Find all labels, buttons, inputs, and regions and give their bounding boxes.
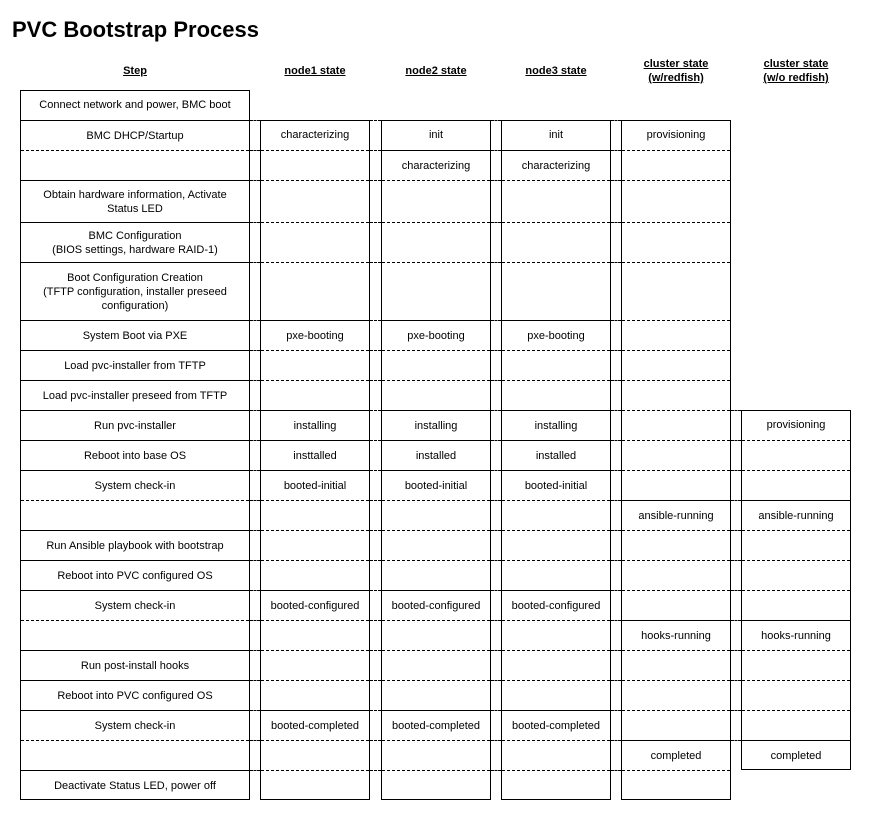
cell-node1-row10	[261, 440, 369, 470]
cell-text: booted-configured	[270, 599, 360, 612]
row-connector	[611, 770, 621, 771]
cell-cluster-redfish-row9	[622, 410, 730, 440]
cell-node2-row6	[382, 320, 490, 350]
cell-node2-row16	[382, 620, 490, 650]
row-connector	[611, 560, 621, 561]
row-connector	[731, 560, 741, 561]
cell-cluster-redfish-row18	[622, 680, 730, 710]
cell-text: init	[428, 129, 444, 141]
row-connector	[250, 500, 260, 501]
cell-node3-row5	[502, 262, 610, 320]
row-connector	[611, 710, 621, 711]
cell-node2-row15	[382, 590, 490, 620]
cell-step-row5	[21, 262, 249, 320]
row-connector	[491, 180, 501, 181]
cell-text: booted-completed	[391, 719, 481, 732]
row-connector	[370, 620, 381, 621]
row-connector	[370, 770, 381, 771]
cell-node1-row18	[261, 680, 369, 710]
cell-node1-row15	[261, 590, 369, 620]
cell-text: Connect network and power, BMC boot	[39, 99, 231, 111]
column-header-text: cluster state	[643, 58, 709, 70]
cell-text: installed	[415, 449, 457, 462]
row-connector	[611, 680, 621, 681]
cell-text: booted-configured	[511, 599, 601, 612]
row-connector	[370, 320, 381, 321]
cell-step-row3	[21, 180, 249, 222]
row-connector	[370, 150, 381, 151]
row-connector	[491, 440, 501, 441]
cell-node2-row21	[382, 770, 490, 800]
row-connector	[370, 590, 381, 591]
cell-cluster-redfish-row15	[622, 590, 730, 620]
row-connector	[491, 262, 501, 263]
cell-cluster-redfish-row5	[622, 262, 730, 320]
row-connector	[250, 350, 260, 351]
row-connector	[370, 740, 381, 741]
cell-step-row21	[21, 770, 249, 800]
cell-node3-row21	[502, 770, 610, 800]
cell-cluster-redfish-row10	[622, 440, 730, 470]
cell-cluster-no-redfish-row19	[742, 710, 850, 740]
row-connector	[491, 650, 501, 651]
row-connector	[370, 680, 381, 681]
row-connector	[491, 740, 501, 741]
row-connector	[491, 770, 501, 771]
row-connector	[611, 650, 621, 651]
row-connector	[250, 680, 260, 681]
cell-step-row11	[21, 470, 249, 500]
cell-node2-row18	[382, 680, 490, 710]
cell-cluster-no-redfish-row18	[742, 680, 850, 710]
cell-node3-row7	[502, 350, 610, 380]
row-connector	[491, 710, 501, 711]
row-connector	[491, 222, 501, 223]
cell-step-row0	[21, 90, 249, 120]
cell-text: provisioning	[646, 129, 706, 141]
cell-text: configuration)	[101, 299, 169, 312]
cell-node1-row9	[261, 410, 369, 440]
cell-step-row7	[21, 350, 249, 380]
cell-node1-row13	[261, 530, 369, 560]
cell-text: Load pvc-installer from TFTP	[64, 359, 206, 372]
cell-node3-row16	[502, 620, 610, 650]
cell-text: installing	[414, 419, 458, 432]
cell-text: pxe-booting	[407, 329, 465, 342]
cell-text: Boot Configuration Creation	[67, 271, 203, 284]
row-connector	[611, 740, 621, 741]
row-connector	[370, 222, 381, 223]
cell-text: Load pvc-installer preseed from TFTP	[42, 389, 228, 402]
cell-node3-row12	[502, 500, 610, 530]
row-connector	[491, 320, 501, 321]
cell-text: booted-initial	[283, 479, 347, 492]
cell-text: installing	[534, 419, 578, 432]
cell-node2-row17	[382, 650, 490, 680]
cell-node1-row5	[261, 262, 369, 320]
cell-cluster-redfish-row1	[622, 120, 730, 150]
row-connector	[370, 380, 381, 381]
cell-node3-row13	[502, 530, 610, 560]
cell-text: pxe-booting	[527, 329, 585, 342]
cell-node3-row9	[502, 410, 610, 440]
cell-text: completed	[770, 749, 822, 762]
row-connector	[250, 740, 260, 741]
cell-node2-row10	[382, 440, 490, 470]
row-connector	[370, 262, 381, 263]
row-connector	[250, 410, 260, 411]
cell-text: characterizing	[521, 159, 591, 172]
row-connector	[250, 470, 260, 471]
cell-step-row16	[21, 620, 249, 650]
column-header-node3	[525, 64, 586, 78]
row-connector	[611, 380, 621, 381]
cell-node1-row11	[261, 470, 369, 500]
cell-cluster-no-redfish-row13	[742, 530, 850, 560]
cell-text: pxe-booting	[286, 329, 344, 342]
cell-node2-row1	[382, 120, 490, 150]
cell-node1-row6	[261, 320, 369, 350]
cell-text: Obtain hardware information, Activate	[43, 188, 227, 201]
row-connector	[731, 470, 741, 471]
row-connector	[250, 650, 260, 651]
row-connector	[250, 180, 260, 181]
row-connector	[611, 350, 621, 351]
cell-cluster-redfish-row7	[622, 350, 730, 380]
row-connector	[731, 710, 741, 711]
cell-text: System check-in	[94, 479, 176, 492]
cell-node1-row16	[261, 620, 369, 650]
cell-cluster-redfish-row21	[622, 770, 730, 800]
row-connector	[250, 530, 260, 531]
column-box-node3	[501, 120, 611, 800]
row-connector	[731, 650, 741, 651]
cell-cluster-no-redfish-row10	[742, 440, 850, 470]
row-connector	[611, 500, 621, 501]
cell-text: ansible-running	[638, 509, 714, 522]
cell-text: ansible-running	[758, 509, 834, 522]
cell-cluster-redfish-row14	[622, 560, 730, 590]
cell-node1-row17	[261, 650, 369, 680]
row-connector	[250, 770, 260, 771]
cell-step-row2	[21, 150, 249, 180]
cell-node3-row1	[502, 120, 610, 150]
column-header-step	[123, 64, 147, 78]
cell-text: Run post-install hooks	[80, 659, 190, 672]
cell-cluster-redfish-row2	[622, 150, 730, 180]
cell-text: Status LED	[107, 202, 163, 215]
cell-node2-row8	[382, 380, 490, 410]
cell-cluster-redfish-row6	[622, 320, 730, 350]
cell-node1-row19	[261, 710, 369, 740]
cell-text: Run Ansible playbook with bootstrap	[46, 539, 224, 552]
cell-text: booted-configured	[391, 599, 481, 612]
row-connector	[491, 410, 501, 411]
row-connector	[491, 590, 501, 591]
row-connector	[611, 120, 621, 121]
cell-node3-row15	[502, 590, 610, 620]
cell-step-row1	[21, 120, 249, 150]
cell-text: Reboot into PVC configured OS	[57, 689, 213, 702]
cell-node1-row14	[261, 560, 369, 590]
row-connector	[731, 620, 741, 621]
column-header-node2	[405, 64, 466, 78]
cell-text: BMC DHCP/Startup	[86, 129, 184, 142]
cell-text: characterizing	[401, 159, 471, 172]
row-connector	[731, 740, 741, 741]
cell-cluster-redfish-row8	[622, 380, 730, 410]
cell-node2-row7	[382, 350, 490, 380]
cell-cluster-redfish-row16	[622, 620, 730, 650]
cell-text: Reboot into base OS	[83, 449, 187, 462]
row-connector	[250, 320, 260, 321]
column-box-cluster-no-redfish	[741, 410, 851, 770]
cell-node3-row20	[502, 740, 610, 770]
row-connector	[250, 710, 260, 711]
row-connector	[491, 680, 501, 681]
cell-step-row19	[21, 710, 249, 740]
cell-node2-row3	[382, 180, 490, 222]
cell-node1-row4	[261, 222, 369, 262]
cell-node1-row1	[261, 120, 369, 150]
row-connector	[250, 120, 260, 121]
row-connector	[731, 500, 741, 501]
row-connector	[491, 150, 501, 151]
cell-node2-row13	[382, 530, 490, 560]
page-title: PVC Bootstrap Process	[12, 17, 259, 42]
cell-node2-row2	[382, 150, 490, 180]
row-connector	[370, 410, 381, 411]
cell-text: booted-initial	[524, 479, 588, 492]
cell-node1-row7	[261, 350, 369, 380]
cell-node2-row20	[382, 740, 490, 770]
cell-text: (TFTP configuration, installer preseed	[43, 285, 227, 298]
column-box-cluster-redfish	[621, 120, 731, 800]
column-box-step	[20, 90, 250, 800]
cell-cluster-no-redfish-row14	[742, 560, 850, 590]
cell-cluster-redfish-row11	[622, 470, 730, 500]
row-connector	[370, 500, 381, 501]
cell-node3-row11	[502, 470, 610, 500]
row-connector	[370, 120, 381, 121]
row-connector	[611, 320, 621, 321]
cell-text: booted-initial	[404, 479, 468, 492]
cell-step-row10	[21, 440, 249, 470]
row-connector	[491, 530, 501, 531]
cell-cluster-redfish-row20	[622, 740, 730, 770]
cell-cluster-no-redfish-row20	[742, 740, 850, 770]
cell-text: init	[548, 129, 564, 141]
row-connector	[250, 150, 260, 151]
row-connector	[250, 620, 260, 621]
row-connector	[370, 180, 381, 181]
row-connector	[250, 262, 260, 263]
row-connector	[491, 500, 501, 501]
cell-text: hooks-running	[761, 629, 831, 642]
row-connector	[731, 680, 741, 681]
column-header-text: (w/o redfish)	[763, 72, 829, 84]
cell-node3-row4	[502, 222, 610, 262]
row-connector	[611, 470, 621, 471]
row-connector	[611, 222, 621, 223]
cell-step-row17	[21, 650, 249, 680]
cell-step-row15	[21, 590, 249, 620]
row-connector	[370, 530, 381, 531]
cell-text: booted-completed	[270, 719, 360, 732]
cell-node3-row18	[502, 680, 610, 710]
row-connector	[731, 590, 741, 591]
cell-cluster-redfish-row12	[622, 500, 730, 530]
row-connector	[491, 120, 501, 121]
cell-node3-row17	[502, 650, 610, 680]
cell-text: Reboot into PVC configured OS	[57, 569, 213, 582]
column-header-text: cluster state	[763, 58, 829, 70]
cell-node3-row19	[502, 710, 610, 740]
cell-node2-row5	[382, 262, 490, 320]
row-connector	[370, 650, 381, 651]
cell-cluster-redfish-row17	[622, 650, 730, 680]
cell-node3-row6	[502, 320, 610, 350]
row-connector	[491, 620, 501, 621]
cell-text: provisioning	[766, 419, 826, 431]
cell-node3-row2	[502, 150, 610, 180]
cell-text: completed	[650, 749, 702, 762]
row-connector	[491, 380, 501, 381]
cell-step-row13	[21, 530, 249, 560]
column-header-cluster-redfish	[644, 57, 709, 85]
row-connector	[491, 470, 501, 471]
cell-text: Run pvc-installer	[94, 419, 176, 432]
cell-step-row9	[21, 410, 249, 440]
row-connector	[250, 440, 260, 441]
cell-node1-row20	[261, 740, 369, 770]
column-box-node1	[260, 120, 370, 800]
cell-text: installing	[293, 419, 337, 432]
column-header-text: Step	[123, 65, 147, 77]
cell-step-row20	[21, 740, 249, 770]
cell-cluster-no-redfish-row11	[742, 470, 850, 500]
cell-step-row6	[21, 320, 249, 350]
row-connector	[611, 620, 621, 621]
row-connector	[611, 150, 621, 151]
cell-node3-row14	[502, 560, 610, 590]
row-connector	[731, 410, 741, 411]
cell-node2-row14	[382, 560, 490, 590]
cell-text: (BIOS settings, hardware RAID-1)	[52, 243, 218, 256]
cell-cluster-redfish-row19	[622, 710, 730, 740]
cell-text: booted-completed	[511, 719, 601, 732]
cell-node1-row3	[261, 180, 369, 222]
cell-cluster-redfish-row13	[622, 530, 730, 560]
row-connector	[370, 560, 381, 561]
column-header-cluster-no-redfish	[763, 57, 828, 85]
cell-node1-row8	[261, 380, 369, 410]
row-connector	[611, 590, 621, 591]
cell-node3-row3	[502, 180, 610, 222]
row-connector	[370, 440, 381, 441]
row-connector	[250, 380, 260, 381]
column-header-text: node2 state	[405, 65, 467, 77]
cell-node3-row8	[502, 380, 610, 410]
row-connector	[611, 262, 621, 263]
cell-cluster-redfish-row4	[622, 222, 730, 262]
row-connector	[370, 470, 381, 471]
cell-text: BMC Configuration	[88, 229, 182, 242]
cell-node1-row21	[261, 770, 369, 800]
column-header-text: node3 state	[525, 65, 587, 77]
cell-text: Deactivate Status LED, power off	[54, 779, 216, 792]
cell-node2-row19	[382, 710, 490, 740]
row-connector	[370, 710, 381, 711]
column-box-node2	[381, 120, 491, 800]
cell-text: System check-in	[94, 599, 176, 612]
row-connector	[491, 350, 501, 351]
cell-node2-row12	[382, 500, 490, 530]
cell-text: installed	[535, 449, 577, 462]
column-header-text: node1 state	[284, 65, 346, 77]
row-connector	[370, 350, 381, 351]
cell-cluster-redfish-row3	[622, 180, 730, 222]
cell-node3-row10	[502, 440, 610, 470]
row-connector	[611, 180, 621, 181]
cell-text: System Boot via PXE	[82, 329, 188, 342]
row-connector	[611, 410, 621, 411]
cell-cluster-no-redfish-row9	[742, 410, 850, 440]
cell-cluster-no-redfish-row16	[742, 620, 850, 650]
cell-cluster-no-redfish-row12	[742, 500, 850, 530]
row-connector	[731, 530, 741, 531]
column-header-text: (w/redfish)	[648, 72, 704, 84]
row-connector	[611, 440, 621, 441]
cell-node2-row11	[382, 470, 490, 500]
row-connector	[491, 560, 501, 561]
cell-text: insttalled	[293, 449, 337, 462]
cell-cluster-no-redfish-row15	[742, 590, 850, 620]
cell-node2-row9	[382, 410, 490, 440]
cell-node2-row4	[382, 222, 490, 262]
row-connector	[250, 222, 260, 223]
row-connector	[250, 560, 260, 561]
cell-text: hooks-running	[641, 629, 711, 642]
cell-node1-row12	[261, 500, 369, 530]
cell-step-row18	[21, 680, 249, 710]
cell-step-row14	[21, 560, 249, 590]
cell-text: System check-in	[94, 719, 176, 732]
cell-cluster-no-redfish-row17	[742, 650, 850, 680]
cell-step-row8	[21, 380, 249, 410]
row-connector	[731, 440, 741, 441]
cell-text: characterizing	[280, 129, 350, 141]
cell-node1-row2	[261, 150, 369, 180]
row-connector	[611, 530, 621, 531]
cell-step-row12	[21, 500, 249, 530]
row-connector	[250, 590, 260, 591]
cell-step-row4	[21, 222, 249, 262]
column-header-node1	[284, 64, 345, 78]
